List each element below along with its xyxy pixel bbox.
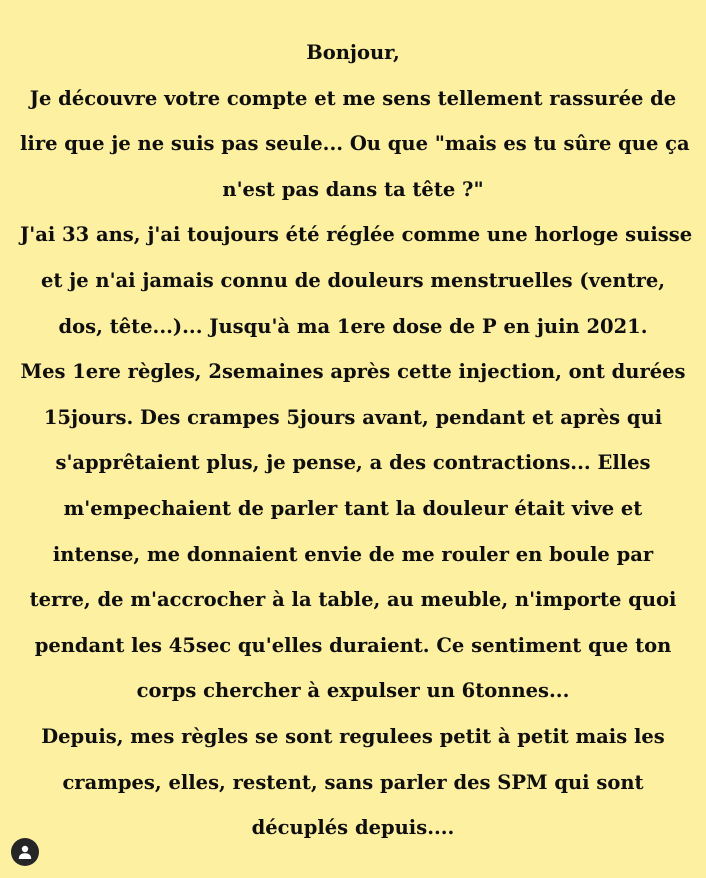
text-line: J'ai 33 ans, j'ai toujours été réglée comme une horloge suisse (20, 223, 693, 247)
text-line: Mes 1ere règles, 2semaines après cette injection, ont durées (20, 360, 686, 384)
text-line: Depuis, mes règles se sont regulees petit à petit mais les (41, 724, 665, 748)
text-line: intense, me donnaient envie de me rouler en boule par (52, 542, 654, 566)
text-line: crampes, elles, restent, sans parler des SPM qui sont (62, 770, 644, 794)
text-line: pendant les 45sec qu'elles duraient. Ce sentiment que ton (34, 633, 672, 657)
post-text (20, 30, 693, 851)
text-line: s'apprêtaient plus, je pense, a des contractions... Elles (55, 451, 651, 475)
text-line: n'est pas dans ta tête ?" (222, 177, 484, 201)
text-line: Bonjour, (306, 41, 400, 64)
text-line: et je n'ai jamais connu de douleurs menstruelles (ventre, (40, 268, 666, 292)
text-line: décuplés depuis.... (251, 816, 455, 840)
text-line: dos, tête...)... Jusqu'à ma 1ere dose de P en juin 2021. (58, 314, 648, 338)
text-line: corps chercher à expulser un 6tonnes... (136, 679, 570, 703)
tagged-users-button[interactable] (11, 838, 39, 866)
text-line: 15jours. Des crampes 5jours avant, pendant et après qui (43, 405, 663, 429)
text-line: Je découvre votre compte et me sens tellement rassurée de (29, 86, 677, 110)
text-line: m'empechaient de parler tant la douleur était vive et (63, 496, 643, 520)
text-line: terre, de m'accrocher à la table, au meuble, n'importe quoi (29, 588, 677, 612)
user-icon (17, 844, 33, 860)
text-line: lire que je ne suis pas seule... Ou que "mais es tu sûre que ça (20, 132, 690, 156)
